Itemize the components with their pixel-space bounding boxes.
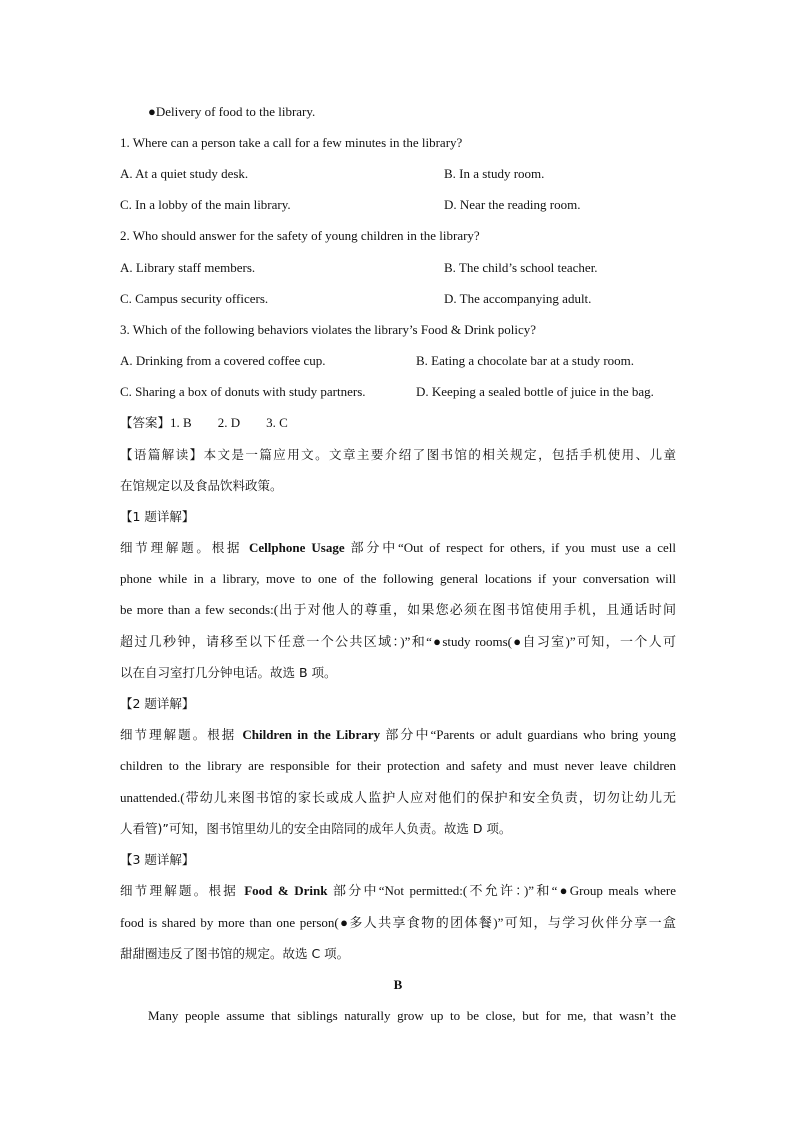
detail-2-line-3: unattended.(带幼儿来图书馆的家长或成人监护人应对他们的保护和安全负责，切勿让幼儿无: [120, 790, 676, 805]
question-2-stem: 2. Who should answer for the safety of young children in the library?: [120, 228, 480, 243]
detail-1-heading: 【1 题详解】: [120, 509, 195, 524]
question-2-option-a: A. Library staff members.: [120, 260, 256, 275]
question-1-option-d: D. Near the reading room.: [444, 197, 581, 212]
question-3-option-c: C. Sharing a box of donuts with study partners.: [120, 384, 366, 399]
detail-1-line-1: 细节理解题。根据 Cellphone Usage 部分中“Out of respect for others, if you must use a cell: [120, 540, 676, 555]
detail-2-line-1: 细节理解题。根据 Children in the Library 部分中“Parents or adult guardians who bring young: [120, 727, 676, 742]
question-2-option-b: B. The child’s school teacher.: [444, 260, 598, 275]
detail-1-line-3: be more than a few seconds:(出于对他人的尊重，如果您必须在图书馆使用手机，且通话时间: [120, 602, 676, 617]
reading-note-line-1: 【语篇解读】本文是一篇应用文。文章主要介绍了图书馆的相关规定，包括手机使用、儿童: [120, 447, 676, 462]
detail-3-line-1: 细节理解题。根据 Food & Drink 部分中“Not permitted:(不允许：)”和“●Group meals where: [120, 883, 676, 898]
bullet-delivery: ●Delivery of food to the library.: [148, 104, 316, 119]
question-3-stem: 3. Which of the following behaviors violates the library’s Food & Drink policy?: [120, 322, 537, 337]
detail-1-line-2: phone while in a library, move to one of the following general locations if your conversation will: [120, 571, 676, 586]
question-3-option-b: B. Eating a chocolate bar at a study room.: [416, 353, 635, 368]
question-2-option-d: D. The accompanying adult.: [444, 291, 592, 306]
detail-1-line-5: 以在自习室打几分钟电话。故选 B 项。: [120, 665, 337, 680]
detail-2-line-4: 人看管)”可知，图书馆里幼儿的安全由陪同的成年人负责。故选 D 项。: [120, 821, 512, 836]
detail-1-line-4: 超过几秒钟，请移至以下任意一个公共区域：)”和“●study rooms(●自习室)”可知，一个人可: [120, 634, 676, 649]
detail-3-line-2: food is shared by more than one person(●多人共享食物的团体餐)”可知，与学习伙伴分享一盒: [120, 915, 676, 930]
answer-3: 3. C: [266, 415, 288, 430]
section-children-in-library: Children in the Library: [242, 727, 381, 742]
detail-2-heading: 【2 题详解】: [120, 696, 195, 711]
answer-1: 1. B: [170, 415, 192, 430]
question-3-option-a: A. Drinking from a covered coffee cup.: [120, 353, 326, 368]
section-b-heading: B: [393, 977, 403, 992]
question-1-stem: 1. Where can a person take a call for a few minutes in the library?: [120, 135, 463, 150]
question-1-option-b: B. In a study room.: [444, 166, 545, 181]
detail-3-line-3: 甜甜圈违反了图书馆的规定。故选 C 项。: [120, 946, 350, 961]
reading-note-line-2: 在馆规定以及食品饮料政策。: [120, 478, 283, 493]
section-b-first-line: Many people assume that siblings naturally grow up to be close, but for me, that wasn’t the: [148, 1008, 676, 1023]
answer-label: 【答案】: [120, 415, 171, 430]
section-food-drink: Food & Drink: [244, 883, 328, 898]
question-3-option-d: D. Keeping a sealed bottle of juice in the bag.: [416, 384, 654, 399]
question-1-option-a: A. At a quiet study desk.: [120, 166, 249, 181]
detail-3-heading: 【3 题详解】: [120, 852, 195, 867]
answer-2: 2. D: [217, 415, 241, 430]
detail-2-line-2: children to the library are responsible for their protection and safety and must never leave children: [120, 758, 676, 773]
answer-line: [120, 414, 676, 432]
section-cellphone-usage: Cellphone Usage: [249, 540, 345, 555]
question-2-option-c: C. Campus security officers.: [120, 291, 269, 306]
question-1-option-c: C. In a lobby of the main library.: [120, 197, 291, 212]
